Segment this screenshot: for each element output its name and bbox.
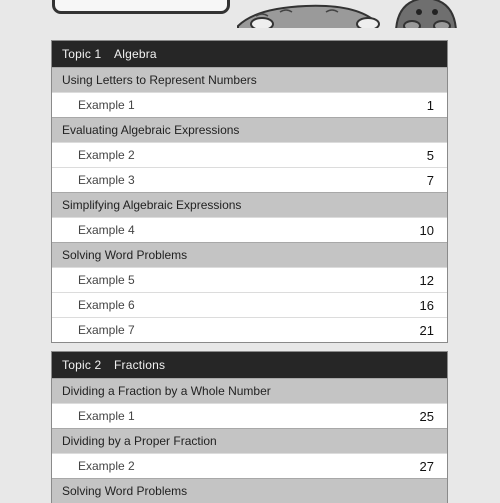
- page-number: 10: [419, 222, 434, 238]
- example-label: Example 4: [78, 223, 135, 237]
- example-label: Example 1: [78, 409, 135, 423]
- page-number: 25: [419, 408, 434, 424]
- example-label: Example 2: [78, 148, 135, 162]
- topic-title: Fractions: [114, 358, 166, 372]
- topic-header: [52, 41, 447, 67]
- topic-2-block: [52, 352, 447, 503]
- page-number: 21: [419, 322, 434, 338]
- section-heading[interactable]: Dividing by a Proper Fraction: [52, 428, 447, 453]
- topic-label: Topic 2: [62, 358, 102, 372]
- page-number: 12: [419, 272, 434, 288]
- example-row[interactable]: [52, 167, 447, 192]
- example-label: Example 2: [78, 459, 135, 473]
- example-row[interactable]: [52, 217, 447, 242]
- title-frame: [52, 0, 230, 14]
- section-heading[interactable]: Solving Word Problems: [52, 242, 447, 267]
- section-heading[interactable]: Solving Word Problems: [52, 478, 447, 503]
- topic-1-block: [52, 41, 447, 342]
- example-label: Example 1: [78, 98, 135, 112]
- page-number: 1: [426, 97, 434, 113]
- topic-title: Algebra: [114, 47, 157, 61]
- section-heading[interactable]: Simplifying Algebraic Expressions: [52, 192, 447, 217]
- page-number: 7: [426, 172, 434, 188]
- section-heading[interactable]: Evaluating Algebraic Expressions: [52, 117, 447, 142]
- example-label: Example 7: [78, 323, 135, 337]
- example-row[interactable]: [52, 142, 447, 167]
- example-row[interactable]: [52, 403, 447, 428]
- page-number: 27: [419, 458, 434, 474]
- example-row[interactable]: [52, 92, 447, 117]
- topic-label: Topic 1: [62, 47, 102, 61]
- example-row[interactable]: [52, 292, 447, 317]
- example-row[interactable]: [52, 267, 447, 292]
- section-heading[interactable]: Using Letters to Represent Numbers: [52, 67, 447, 92]
- page-number: 5: [426, 147, 434, 163]
- page-number: 16: [419, 297, 434, 313]
- header-artwork: [0, 0, 500, 28]
- section-heading[interactable]: Dividing a Fraction by a Whole Number: [52, 378, 447, 403]
- example-row[interactable]: [52, 453, 447, 478]
- example-label: Example 5: [78, 273, 135, 287]
- example-label: Example 6: [78, 298, 135, 312]
- example-row[interactable]: [52, 317, 447, 342]
- topic-header: [52, 352, 447, 378]
- cats-illustration-icon: [236, 0, 466, 28]
- example-label: Example 3: [78, 173, 135, 187]
